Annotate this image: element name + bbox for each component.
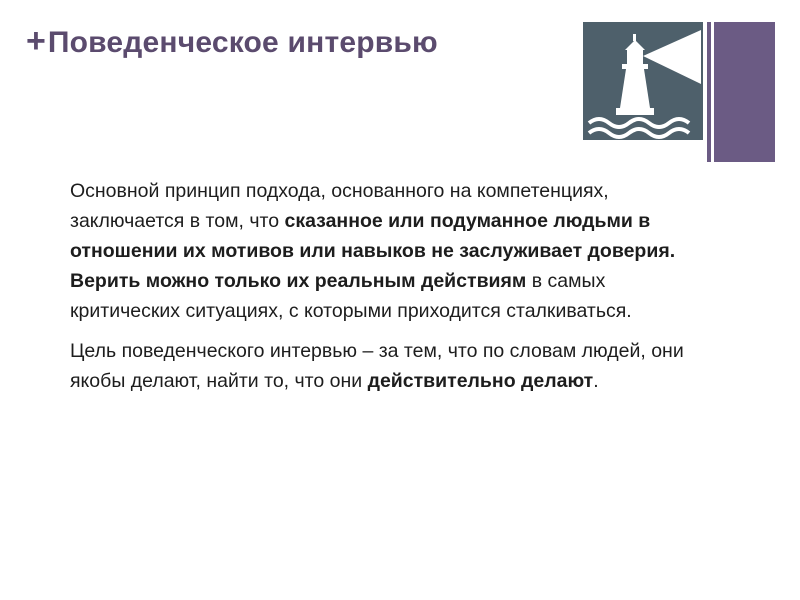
title-text: Поведенческое интервью: [47, 26, 438, 59]
run-2-tail: .: [593, 370, 599, 392]
accent-bar-wide: [714, 22, 775, 162]
run-1-plain: Основной принцип подхода, основанного на компетенциях, заключается в том, что: [70, 180, 609, 232]
run-2-bold: действительно делают: [367, 370, 594, 392]
paragraph-1: [70, 176, 695, 326]
run-1-tail: в самых критических ситуациях, с которыми приходится сталкиваться.: [70, 270, 632, 322]
run-2-plain: Цель поведенческого интервью – за тем, что по словам людей, они якобы делают, найти то, что они: [70, 340, 684, 392]
lighthouse-icon: [583, 22, 703, 140]
paragraph-2: [70, 336, 695, 396]
body-content: [70, 176, 695, 402]
accent-bar-thin: [707, 22, 711, 162]
lighthouse-illustration: [583, 22, 775, 164]
title-bullet-icon: +: [26, 22, 46, 60]
page-title: [26, 24, 438, 58]
run-1-bold: сказанное или подуманное людьми в отношении их мотивов или навыков не заслуживает доверия. Верить можно только их реальным действиям: [70, 210, 676, 292]
